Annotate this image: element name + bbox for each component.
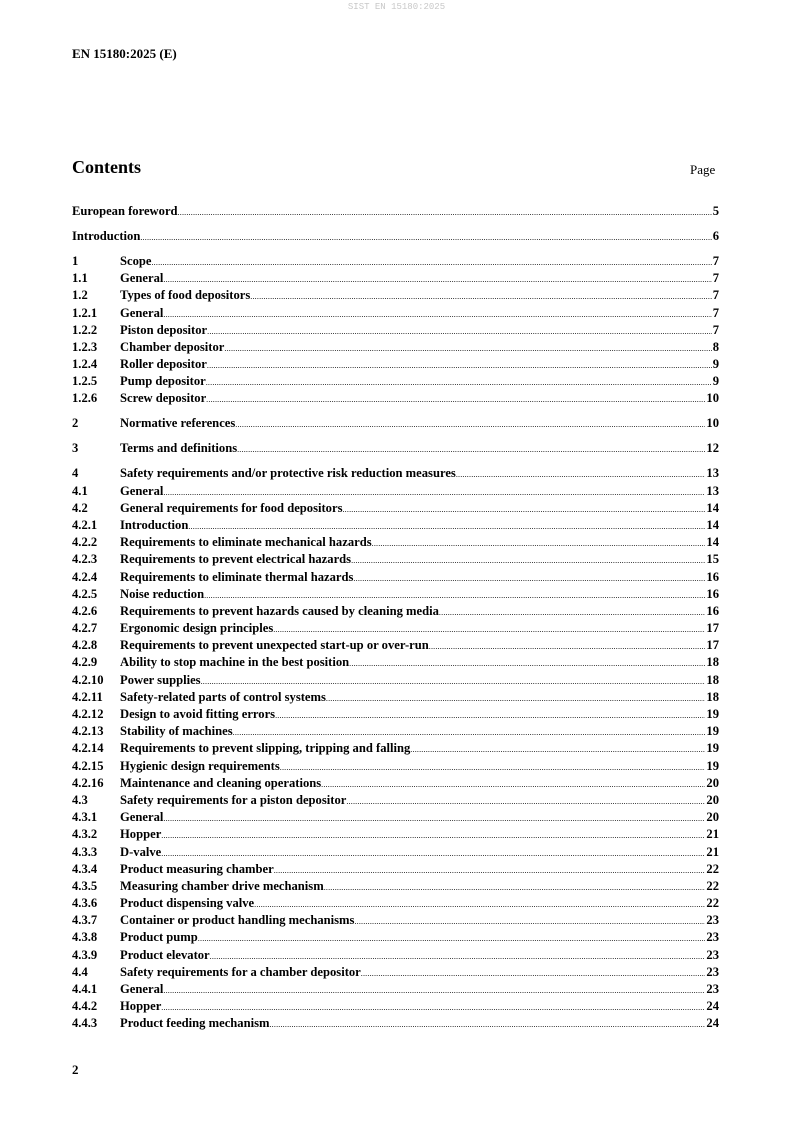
toc-entry-number: 4.2: [72, 500, 88, 515]
toc-entry-number: 4.2.1: [72, 517, 98, 532]
toc-entry-number: 4: [72, 466, 79, 481]
toc-entry[interactable]: [72, 845, 719, 862]
toc-entry[interactable]: [72, 827, 719, 844]
toc-entry-page: 13: [706, 466, 719, 481]
toc-entry-page: 23: [706, 930, 719, 945]
toc-entry[interactable]: [72, 793, 719, 810]
toc-entry-page: 20: [706, 792, 719, 807]
toc-entry-title: Container or product handling mechanisms: [120, 913, 355, 928]
toc-entry-number: 4.3.4: [72, 861, 98, 876]
toc-entry-page: 7: [712, 288, 719, 303]
toc-entry-page: 23: [706, 964, 719, 979]
toc-entry-page: 6: [712, 228, 719, 243]
toc-entry-number: 4.3.8: [72, 930, 98, 945]
toc-entry[interactable]: [72, 441, 719, 458]
toc-group: [72, 229, 719, 246]
dot-leader: [201, 677, 706, 686]
toc-entry[interactable]: [72, 391, 719, 408]
toc-entry[interactable]: [72, 340, 719, 357]
toc-entry-page: 19: [706, 724, 719, 739]
toc-entry-title: Measuring chamber drive mechanism: [120, 878, 324, 893]
toc-entry-page: 10: [706, 416, 719, 431]
dot-leader: [161, 1003, 705, 1012]
toc-entry-page: 23: [706, 982, 719, 997]
toc-entry[interactable]: [72, 673, 719, 690]
dot-leader: [275, 711, 705, 720]
toc-entry-title: Screw depositor: [120, 391, 207, 406]
toc-entry[interactable]: [72, 999, 719, 1016]
dot-leader: [178, 208, 712, 217]
toc-entry-page: 22: [706, 878, 719, 893]
toc-entry-title: General: [120, 483, 164, 498]
toc-entry[interactable]: [72, 271, 719, 288]
dot-leader: [274, 866, 706, 875]
toc-entry-number: 1.2.4: [72, 357, 98, 372]
toc-entry[interactable]: [72, 484, 719, 501]
toc-entry-number: 4.2.16: [72, 775, 104, 790]
dot-leader: [361, 969, 706, 978]
dot-leader: [269, 1020, 705, 1029]
toc-entry-page: 10: [706, 391, 719, 406]
toc-entry-title: Hopper: [120, 999, 162, 1014]
dot-leader: [207, 361, 712, 370]
toc-entry-title: Product measuring chamber: [120, 861, 274, 876]
toc-group: [72, 416, 719, 433]
toc-entry-title: Scope: [120, 253, 152, 268]
toc-entry-title: Hopper: [120, 827, 162, 842]
toc-entry-number: 4.3.1: [72, 810, 98, 825]
dot-leader: [456, 470, 706, 479]
toc-entry[interactable]: [72, 913, 719, 930]
toc-entry[interactable]: [72, 638, 719, 655]
toc-group: [72, 204, 719, 221]
toc-entry-number: 3: [72, 441, 79, 456]
toc-entry-number: 4.3.6: [72, 896, 98, 911]
toc-entry[interactable]: [72, 930, 719, 947]
toc-entry-page: 16: [706, 586, 719, 601]
toc-entry-page: 16: [706, 569, 719, 584]
toc-entry-title: Roller depositor: [120, 357, 207, 372]
toc-entry-title: Chamber depositor: [120, 339, 225, 354]
toc-entry-number: 4.4: [72, 964, 88, 979]
dot-leader: [224, 344, 711, 353]
toc-entry-page: 21: [706, 827, 719, 842]
toc-entry-title: General: [120, 305, 164, 320]
toc-entry-number: 4.2.3: [72, 552, 98, 567]
toc-entry[interactable]: [72, 288, 719, 305]
dot-leader: [324, 883, 706, 892]
toc-entry-number: 1.2.1: [72, 305, 98, 320]
toc-entry-number: 1.2.2: [72, 322, 98, 337]
toc-entry-title: General: [120, 271, 164, 286]
toc-entry-page: 16: [706, 603, 719, 618]
toc-entry-number: 4.2.15: [72, 758, 104, 773]
toc-entry-title: Hygienic design requirements: [120, 758, 280, 773]
toc-entry-page: 9: [712, 374, 719, 389]
dot-leader: [198, 934, 706, 943]
toc-entry-number: 4.4.3: [72, 1016, 98, 1031]
toc-entry-title: Power supplies: [120, 672, 201, 687]
toc-entry-page: 24: [706, 1016, 719, 1031]
dot-leader: [372, 539, 706, 548]
toc-entry-number: 4.2.13: [72, 724, 104, 739]
toc-entry[interactable]: [72, 518, 719, 535]
toc-entry-page: 13: [706, 483, 719, 498]
dot-leader: [346, 797, 705, 806]
toc-entry-title: Requirements to prevent unexpected start-up or over-run: [120, 638, 429, 653]
toc-group: [72, 254, 719, 409]
toc-entry-page: 18: [706, 655, 719, 670]
toc-entry-page: 20: [706, 775, 719, 790]
toc-entry-title: General: [120, 982, 164, 997]
toc-entry-page: 17: [706, 621, 719, 636]
toc-entry-page: 18: [706, 689, 719, 704]
dot-leader: [321, 780, 705, 789]
page-number: 2: [72, 1062, 79, 1077]
toc-entry-page: 7: [712, 271, 719, 286]
toc-entry-title: Requirements to prevent electrical hazards: [120, 552, 352, 567]
dot-leader: [163, 986, 705, 995]
toc-entry-page: 7: [712, 253, 719, 268]
toc-entry-number: 1.2.3: [72, 339, 98, 354]
toc-entry-page: 22: [706, 896, 719, 911]
toc-entry-page: 8: [712, 339, 719, 354]
toc-entry-number: 1.1: [72, 271, 88, 286]
toc-entry-number: 4.2.2: [72, 535, 98, 550]
toc-entry-title: Requirements to prevent slipping, tripping and falling: [120, 741, 411, 756]
toc-entry-number: 4.2.4: [72, 569, 98, 584]
toc-entry-number: 4.2.9: [72, 655, 98, 670]
toc-entry-page: 19: [706, 707, 719, 722]
toc-entry-title: Product elevator: [120, 947, 210, 962]
dot-leader: [342, 505, 705, 514]
dot-leader: [206, 378, 712, 387]
toc-entry-page: 19: [706, 758, 719, 773]
toc-entry[interactable]: [72, 604, 719, 621]
toc-entry[interactable]: [72, 374, 719, 391]
toc-entry[interactable]: [72, 587, 719, 604]
toc-entry[interactable]: [72, 535, 719, 552]
toc-entry[interactable]: [72, 948, 719, 965]
toc-entry-number: 4.3.7: [72, 913, 98, 928]
toc-entry-page: 21: [706, 844, 719, 859]
toc-entry-page: 17: [706, 638, 719, 653]
dot-leader: [233, 728, 706, 737]
dot-leader: [210, 952, 706, 961]
toc-entry-page: 7: [712, 322, 719, 337]
dot-leader: [280, 763, 706, 772]
dot-leader: [207, 327, 712, 336]
toc-entry-page: 23: [706, 947, 719, 962]
toc-entry-title: Introduction: [120, 517, 189, 532]
toc-entry-title: Introduction: [72, 228, 141, 243]
contents-heading: Contents: [72, 157, 142, 177]
toc-entry[interactable]: [72, 357, 719, 374]
dot-leader: [206, 395, 705, 404]
toc-group: [72, 466, 719, 1033]
toc-entry-page: 9: [712, 357, 719, 372]
dot-leader: [151, 258, 711, 267]
toc-entry-number: 4.2.6: [72, 603, 98, 618]
toc-entry-title: Noise reduction: [120, 586, 205, 601]
toc-entry-title: Types of food depositors: [120, 288, 251, 303]
toc-entry-page: 12: [706, 441, 719, 456]
toc-entry-title: Pump depositor: [120, 374, 206, 389]
dot-leader: [410, 745, 705, 754]
toc-entry-number: 1.2: [72, 288, 88, 303]
toc-entry[interactable]: [72, 776, 719, 793]
toc-entry-number: 4.2.14: [72, 741, 104, 756]
toc-entry[interactable]: [72, 323, 719, 340]
toc-entry-page: 7: [712, 305, 719, 320]
toc-entry[interactable]: [72, 501, 719, 518]
toc-entry[interactable]: [72, 466, 719, 483]
toc-entry[interactable]: [72, 204, 719, 221]
dot-leader: [163, 814, 705, 823]
dot-leader: [326, 694, 706, 703]
toc-entry[interactable]: [72, 724, 719, 741]
toc-group: [72, 441, 719, 458]
toc-entry-title: European foreword: [72, 204, 178, 218]
toc-entry-title: Product dispensing valve: [120, 896, 255, 911]
toc-entry-title: Design to avoid fitting errors: [120, 707, 276, 722]
toc-entry[interactable]: [72, 862, 719, 879]
dot-leader: [163, 275, 711, 284]
dot-leader: [163, 488, 705, 497]
toc-entry-title: Safety requirements and/or protective risk reduction measures: [120, 466, 456, 481]
dot-leader: [204, 591, 705, 600]
toc-entry-title: Normative references: [120, 416, 236, 431]
toc-entry[interactable]: [72, 741, 719, 758]
toc-entry-number: 4.4.2: [72, 999, 98, 1014]
toc-entry[interactable]: [72, 810, 719, 827]
toc-entry-title: General requirements for food depositors: [120, 500, 343, 515]
toc-entry-number: 4.3.2: [72, 827, 98, 842]
toc-entry-page: 20: [706, 810, 719, 825]
toc-entry-number: 4.2.5: [72, 586, 98, 601]
toc-entry-number: 4.1: [72, 483, 88, 498]
toc-entry-number: 4.3.5: [72, 878, 98, 893]
toc-entry[interactable]: [72, 552, 719, 569]
dot-leader: [351, 556, 705, 565]
toc-entry-title: Safety requirements for a piston depositor: [120, 792, 347, 807]
dot-leader: [353, 574, 705, 583]
toc-entry[interactable]: [72, 690, 719, 707]
dot-leader: [235, 420, 705, 429]
toc-entry-title: Maintenance and cleaning operations: [120, 775, 322, 790]
toc-entry[interactable]: [72, 229, 719, 246]
toc-entry-page: 18: [706, 672, 719, 687]
toc-entry-title: D-valve: [120, 844, 162, 859]
toc-entry-number: 4.3.3: [72, 844, 98, 859]
toc-entry-number: 4.2.10: [72, 672, 104, 687]
toc-entry-title: Piston depositor: [120, 322, 208, 337]
toc-entry-page: 14: [706, 535, 719, 550]
dot-leader: [354, 917, 705, 926]
table-of-contents: [72, 204, 719, 1041]
toc-entry-number: 4.3: [72, 792, 88, 807]
toc-entry-page: 23: [706, 913, 719, 928]
dot-leader: [188, 522, 705, 531]
toc-entry-number: 4.2.12: [72, 707, 104, 722]
toc-entry-title: Requirements to prevent hazards caused by cleaning media: [120, 603, 439, 618]
toc-entry-title: Safety-related parts of control systems: [120, 689, 326, 704]
dot-leader: [161, 831, 705, 840]
toc-entry-title: Terms and definitions: [120, 441, 238, 456]
toc-entry[interactable]: [72, 570, 719, 587]
toc-entry-page: 24: [706, 999, 719, 1014]
toc-entry[interactable]: [72, 759, 719, 776]
toc-entry[interactable]: [72, 1016, 719, 1033]
toc-entry-title: Product feeding mechanism: [120, 1016, 270, 1031]
toc-entry-number: 1.2.6: [72, 391, 98, 406]
toc-entry[interactable]: [72, 655, 719, 672]
toc-entry-number: 4.4.1: [72, 982, 98, 997]
toc-entry-title: Ergonomic design principles: [120, 621, 274, 636]
toc-entry[interactable]: [72, 879, 719, 896]
toc-entry[interactable]: [72, 416, 719, 433]
dot-leader: [349, 659, 705, 668]
toc-entry-page: 5: [712, 204, 719, 218]
toc-entry[interactable]: [72, 254, 719, 271]
toc-entry[interactable]: [72, 965, 719, 982]
toc-entry-number: 1: [72, 253, 79, 268]
toc-entry-number: 2: [72, 416, 79, 431]
toc-entry-title: Product pump: [120, 930, 198, 945]
toc-entry-title: Stability of machines: [120, 724, 233, 739]
dot-leader: [161, 849, 705, 858]
toc-entry[interactable]: [72, 982, 719, 999]
dot-leader: [140, 233, 711, 242]
toc-entry[interactable]: [72, 306, 719, 323]
toc-entry-title: Requirements to eliminate thermal hazards: [120, 569, 354, 584]
toc-entry-number: 4.2.7: [72, 621, 98, 636]
dot-leader: [273, 625, 705, 634]
toc-entry-page: 14: [706, 517, 719, 532]
toc-entry-page: 14: [706, 500, 719, 515]
dot-leader: [237, 445, 705, 454]
toc-entry-title: Safety requirements for a chamber depositor: [120, 964, 361, 979]
toc-entry-title: Requirements to eliminate mechanical hazards: [120, 535, 372, 550]
toc-entry-page: 15: [706, 552, 719, 567]
toc-entry-number: 1.2.5: [72, 374, 98, 389]
toc-entry-page: 22: [706, 861, 719, 876]
toc-entry-title: Ability to stop machine in the best position: [120, 655, 350, 670]
dot-leader: [250, 292, 711, 301]
watermark: SIST EN 15180:2025: [347, 2, 446, 12]
toc-entry[interactable]: [72, 707, 719, 724]
page-column-label: Page: [690, 162, 716, 177]
dot-leader: [254, 900, 705, 909]
dot-leader: [163, 310, 711, 319]
toc-entry-number: 4.2.11: [72, 689, 103, 704]
toc-entry-number: 4.2.8: [72, 638, 98, 653]
dot-leader: [439, 608, 705, 617]
toc-entry[interactable]: [72, 896, 719, 913]
toc-entry[interactable]: [72, 621, 719, 638]
toc-entry-page: 19: [706, 741, 719, 756]
document-id: EN 15180:2025 (E): [72, 46, 177, 61]
dot-leader: [429, 642, 706, 651]
toc-entry-number: 4.3.9: [72, 947, 98, 962]
toc-entry-title: General: [120, 810, 164, 825]
